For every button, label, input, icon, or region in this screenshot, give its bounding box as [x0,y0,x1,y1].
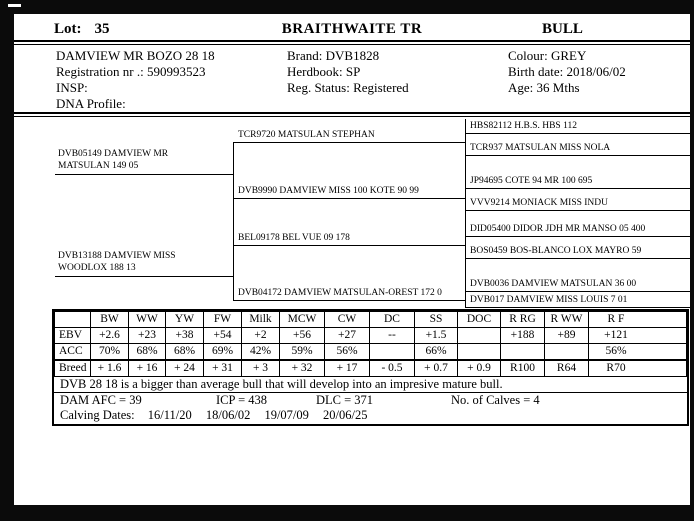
row-label: ACC [55,344,91,361]
pedigree-line-dam [55,276,233,277]
column-header: FW [204,312,242,328]
table-cell [370,344,415,361]
pedigree-great-grandparent: TCR937 MATSULAN MISS NOLA [470,143,611,153]
column-header: CW [325,312,370,328]
table-cell: +89 [545,328,589,344]
column-header: YW [166,312,204,328]
table-cell: +1.5 [415,328,458,344]
table-cell: 56% [589,344,687,361]
pedigree-great-grandparent: JP94695 COTE 94 MR 100 695 [470,176,593,186]
pedigree-line-gp4 [233,300,465,301]
pedigree-line-ggp6 [465,258,690,259]
pedigree-connector-mid [233,142,234,300]
table-cell: 68% [129,344,166,361]
dam-stats-row [54,392,687,408]
table-cell [501,344,545,361]
table-cell: 69% [204,344,242,361]
table-cell: + 17 [325,360,370,377]
acc-row [55,344,687,361]
lot-label: Lot: [54,21,82,37]
table-cell: + 24 [166,360,204,377]
table-cell: -- [370,328,415,344]
table-cell: R64 [545,360,589,377]
table-cell: +188 [501,328,545,344]
column-header [55,312,91,328]
ebv-table [52,309,689,426]
calving-date: 18/06/02 [205,408,251,422]
table-cell: +38 [166,328,204,344]
ebv-row [55,328,687,344]
column-header: DC [370,312,415,328]
table-cell: + 1.6 [91,360,129,377]
table-cell: R100 [501,360,545,377]
pedigree-line-sire [55,174,233,175]
calving-date: 16/11/20 [147,408,192,422]
herdbook-field: Herdbook: SP [287,64,361,79]
table-cell: +27 [325,328,370,344]
column-header: R RG [501,312,545,328]
table-cell: +23 [129,328,166,344]
column-header: MCW [280,312,325,328]
pedigree-connector-right [465,119,466,308]
table-cell: + 0.7 [415,360,458,377]
registration-number: Registration nr .: 590993523 [56,64,206,79]
page-title: BRAITHWAITE TR [281,21,423,37]
category-label: BULL [542,21,583,37]
column-header: Milk [242,312,280,328]
pedigree-line-ggp7 [465,291,690,292]
ebv-grid [54,311,687,377]
description-text: DVB 28 18 is a bigger than average bull that will develop into an impresive mature bull. [60,377,503,391]
pedigree-line-ggp5 [465,236,690,237]
table-cell: R70 [589,360,687,377]
table-cell: 68% [166,344,204,361]
pedigree-line-gp3 [233,245,465,246]
table-cell: + 3 [242,360,280,377]
row-label: Breed [55,360,91,377]
reg-status-field: Reg. Status: Registered [287,80,409,95]
row-label: EBV [55,328,91,344]
pedigree-great-grandparent: BOS0459 BOS-BLANCO LOX MAYRO 59 [470,246,642,256]
table-cell: +54 [204,328,242,344]
lot-number: 35 [94,21,110,37]
pedigree-grandparent: BEL09178 BEL VUE 09 178 [238,233,350,243]
pedigree-line-ggp4 [465,210,690,211]
column-header: R WW [545,312,589,328]
catalog-sheet [14,14,690,505]
pedigree-great-grandparent: HBS82112 H.B.S. HBS 112 [470,121,577,131]
animal-name: DAMVIEW MR BOZO 28 18 [56,48,215,63]
pedigree-line-gp2 [233,198,465,199]
colour-field: Colour: GREY [508,48,587,63]
table-cell [458,328,501,344]
column-header: BW [91,312,129,328]
pedigree-line-ggp1 [465,133,690,134]
calving-date: 20/06/25 [323,408,368,422]
table-cell: + 32 [280,360,325,377]
dam-dlc: DLC = 371 [316,393,374,407]
table-cell: 70% [91,344,129,361]
pedigree-grandparent: TCR9720 MATSULAN STEPHAN [238,130,375,140]
column-header: DOC [458,312,501,328]
table-header-row [55,312,687,328]
scan-artifact-mark [8,4,21,7]
table-cell: 42% [242,344,280,361]
table-cell: + 31 [204,360,242,377]
breed-row [55,360,687,377]
pedigree-line-ggp3 [465,188,690,189]
pedigree-great-grandparent: DVB017 DAMVIEW MISS LOUIS 7 01 [470,295,628,305]
column-header: SS [415,312,458,328]
table-cell [545,344,589,361]
table-cell: + 16 [129,360,166,377]
table-cell: +2 [242,328,280,344]
table-cell: +121 [589,328,687,344]
pedigree-great-grandparent: DVB0036 DAMVIEW MATSULAN 36 00 [470,279,637,289]
double-rule-info [14,112,690,117]
age-field: Age: 36 Mths [508,80,580,95]
dam-afc: DAM AFC = 39 [60,393,142,407]
table-cell: +56 [280,328,325,344]
pedigree-sire: DVB05149 DAMVIEW MR MATSULAN 149 05 [58,149,169,171]
table-cell: - 0.5 [370,360,415,377]
pedigree-line-gp1 [233,142,465,143]
dna-profile-field: DNA Profile: [56,96,126,111]
table-cell: +2.6 [91,328,129,344]
table-cell: + 0.9 [458,360,501,377]
calving-dates-row [54,408,687,424]
table-cell [458,344,501,361]
table-cell: 56% [325,344,370,361]
pedigree-great-grandparent: VVV9214 MONIACK MISS INDU [470,198,609,208]
double-rule-top [14,40,690,45]
calving-date: 19/07/09 [264,408,309,422]
pedigree-grandparent: DVB04172 DAMVIEW MATSULAN-OREST 172 0 [238,288,442,298]
pedigree-great-grandparent: DID05400 DIDOR JDH MR MANSO 05 400 [470,224,646,234]
pedigree-dam: DVB13188 DAMVIEW MISS WOODLOX 188 13 [58,251,176,273]
column-header: R F [589,312,687,328]
pedigree-line-ggp8 [465,307,690,308]
pedigree-line-ggp2 [465,155,690,156]
pedigree-grandparent: DVB9990 DAMVIEW MISS 100 KOTE 90 99 [238,186,419,196]
table-cell: 59% [280,344,325,361]
insp-field: INSP: [56,80,88,95]
brand-field: Brand: DVB1828 [287,48,380,63]
table-cell: 66% [415,344,458,361]
column-header: WW [129,312,166,328]
dam-icp: ICP = 438 [216,393,268,407]
birth-date-field: Birth date: 2018/06/02 [508,64,626,79]
calving-dates-label: Calving Dates: [60,408,135,422]
dam-calf-count: No. of Calves = 4 [451,393,540,407]
